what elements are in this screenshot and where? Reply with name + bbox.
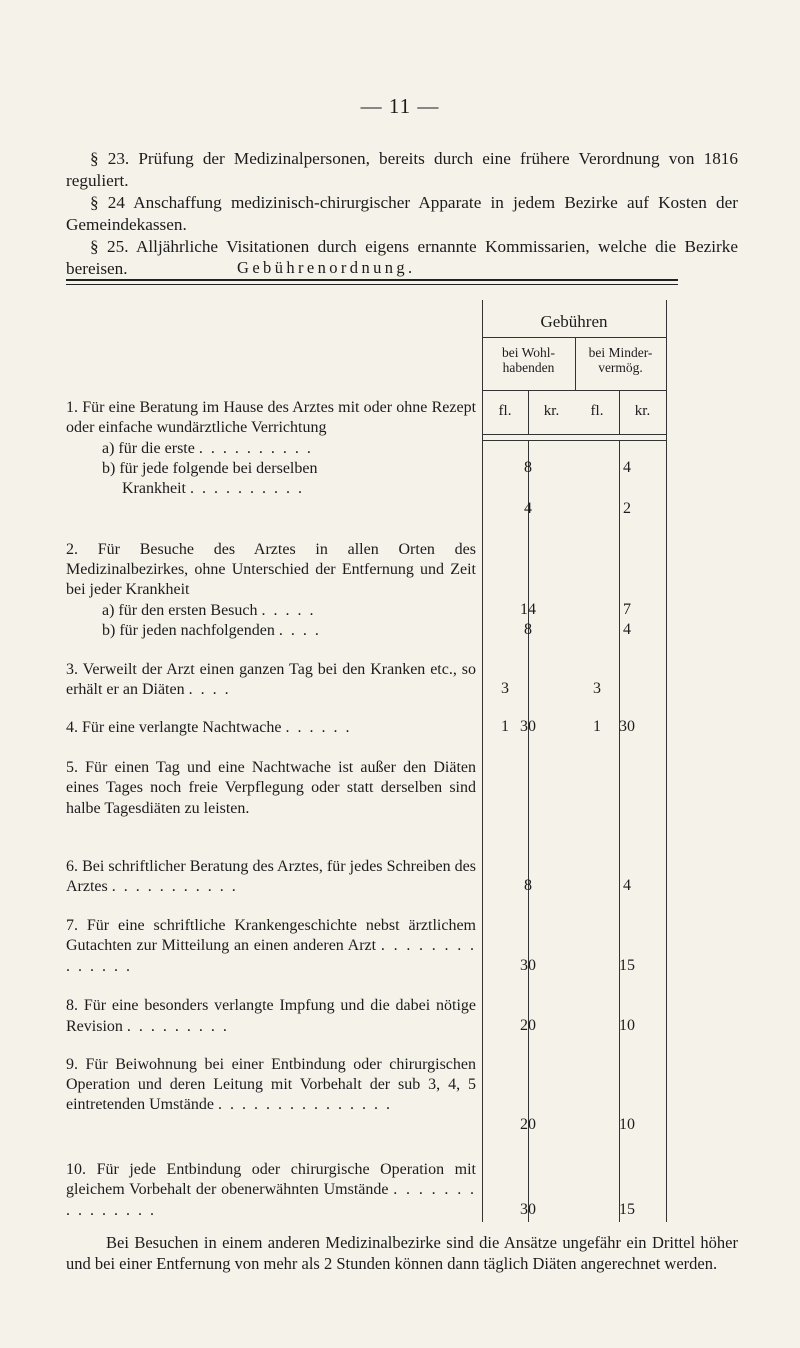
value-2b-kr2: 4 bbox=[623, 620, 631, 638]
header-wohlhabende: bei Wohl- habenden bbox=[501, 345, 556, 375]
leader-dots: . . . . bbox=[278, 621, 321, 639]
value-4-kr2: 30 bbox=[619, 718, 635, 736]
fee-item-9 bbox=[66, 1055, 476, 1116]
leader-dots: . . . . . . . . . . . . . . . bbox=[217, 1096, 392, 1114]
item-text: Für jede Entbindung oder chirurgische Operation mit gleichem Vorbehalt der obenerwähnten Umstände bbox=[66, 1161, 476, 1199]
paragraph-24: § 24 Anschaffung medizinisch-chirurgischer Apparate in jedem Bezirke auf Kosten der Gemeindekassen. bbox=[66, 193, 738, 234]
item-text: Verweilt der Arzt einen ganzen Tag bei den Kranken etc., so erhält er an Diäten bbox=[66, 660, 476, 699]
grid-row-group bbox=[482, 337, 666, 338]
value-6-kr2: 4 bbox=[623, 877, 631, 895]
leader-dots: . . . . . . . . . bbox=[126, 1017, 229, 1035]
item-text: Für Besuche des Arztes in allen Orten des Medizinalbezirkes, ohne Unterschied der Entfernung und Zeit bei jeder Krankheit bbox=[66, 540, 476, 599]
item-number: 10. bbox=[66, 1161, 86, 1178]
page-number: — 11 — bbox=[360, 94, 440, 118]
leader-dots: . . . . . . . . . . . bbox=[111, 878, 238, 896]
sub-label: b) für jeden nachfolgenden bbox=[102, 621, 275, 639]
leader-dots: . . . . . . . . . . . . . . bbox=[66, 937, 477, 975]
header-mindervermoegende: bei Minder- vermög. bbox=[588, 345, 653, 375]
value-7-kr1: 30 bbox=[520, 956, 536, 974]
value-1a-kr1: 8 bbox=[524, 459, 532, 477]
value-1b-kr1: 4 bbox=[524, 499, 532, 517]
closing-text: Bei Besuchen in einem anderen Medizinalbezirke sind die Ansätze ungefähr ein Drittel höher und bei einer Entfernung von mehr als 2 Stunden können dann täglich Diäten angerechnet werden. bbox=[66, 1233, 738, 1273]
value-9-kr1: 20 bbox=[520, 1115, 536, 1133]
grid-row-header-end2 bbox=[482, 440, 666, 441]
leader-dots: . . . . . . . . . . bbox=[189, 480, 304, 498]
leader-dots: . . . . bbox=[188, 681, 231, 699]
item-number: 9. bbox=[66, 1055, 78, 1073]
leader-dots: . . . . . . . . . . . . . . . bbox=[66, 1181, 477, 1219]
item-text: Für eine schriftliche Krankengeschichte nebst ärztlichem Gutachten zur Mitteilung an einen anderen Arzt bbox=[66, 917, 476, 955]
top-rule-thin bbox=[66, 284, 678, 285]
item-number: 4. bbox=[66, 719, 78, 737]
item-number: 6. bbox=[66, 857, 78, 875]
grid-row-units bbox=[482, 390, 666, 391]
value-7-kr2: 15 bbox=[619, 956, 635, 974]
value-3-fl1: 3 bbox=[501, 680, 509, 698]
header-gebuehren: Gebühren bbox=[540, 312, 608, 331]
sub-label: a) für die erste bbox=[102, 439, 195, 457]
grid-col-fl1 bbox=[528, 440, 529, 1222]
value-10-kr1: 30 bbox=[520, 1201, 536, 1218]
value-8-kr1: 20 bbox=[520, 1016, 536, 1034]
top-rule bbox=[66, 279, 678, 281]
value-6-kr1: 8 bbox=[524, 877, 532, 895]
section-title: Gebührenordnung. bbox=[237, 258, 416, 277]
paragraph-25: § 25. Alljährliche Visitationen durch eigens ernannte Kommissarien, welche die Bezirke bereisen. bbox=[66, 237, 738, 278]
fee-item-8 bbox=[66, 996, 476, 1037]
item-text: Für eine Beratung im Hause des Arztes mit oder ohne Rezept oder einfache wundärztliche Verrichtung bbox=[66, 399, 477, 437]
item-number: 8. bbox=[66, 997, 78, 1015]
item-text: Für Beiwohnung bei einer Entbindung oder chirurgischen Operation und deren Leitung mit Vorbehalt der sub 3, 4, 5 eintretenden Umstände bbox=[66, 1055, 477, 1114]
leader-dots: . . . . . . bbox=[285, 719, 352, 737]
item-text: Für eine verlangte Nachtwache bbox=[82, 719, 282, 737]
item-text: Für einen Tag und eine Nachtwache ist außer den Diäten eines Tages noch freie Verpflegung oder statt derselben sind halbe Tagesdiäten zu leisten. bbox=[66, 758, 477, 817]
item-text: Für eine besonders verlangte Impfung und die dabei nötige Revision bbox=[66, 997, 477, 1035]
value-9-kr2: 10 bbox=[619, 1115, 635, 1133]
fee-item-3 bbox=[66, 660, 476, 701]
fee-item-4 bbox=[66, 718, 476, 738]
value-10-kr2: 15 bbox=[619, 1201, 635, 1218]
header-unit-fl-2: fl. bbox=[590, 403, 604, 419]
item-number: 3. bbox=[66, 660, 78, 678]
header-unit-kr-1: kr. bbox=[543, 403, 560, 419]
header-unit-kr-2: kr. bbox=[634, 403, 651, 419]
value-2b-kr1: 8 bbox=[524, 620, 532, 638]
fee-item-1 bbox=[66, 398, 476, 500]
item-number: 2. bbox=[66, 540, 78, 558]
value-2a-kr2: 7 bbox=[623, 600, 631, 618]
fee-item-6 bbox=[66, 857, 476, 898]
leader-dots: . . . . . . . . . . bbox=[198, 439, 313, 457]
value-4-fl1: 1 bbox=[501, 718, 509, 736]
value-4-fl2: 1 bbox=[593, 718, 601, 736]
header-unit-fl-1: fl. bbox=[498, 403, 512, 419]
item-number: 5. bbox=[66, 758, 78, 776]
grid-row-header-end bbox=[482, 434, 666, 435]
value-8-kr2: 10 bbox=[619, 1016, 635, 1034]
value-3-fl2: 3 bbox=[593, 680, 601, 698]
fee-item-7 bbox=[66, 916, 476, 977]
paragraph-23: § 23. Prüfung der Medizinalpersonen, bereits durch eine frühere Verordnung von 1816 reguliert. bbox=[66, 149, 738, 190]
sub-label-cont: Krankheit bbox=[122, 480, 186, 498]
value-1b-kr2: 2 bbox=[623, 499, 631, 517]
item-number: 1. bbox=[66, 399, 78, 416]
fee-item-10 bbox=[66, 1160, 476, 1221]
value-2a-kr1: 14 bbox=[520, 600, 536, 618]
value-1a-kr2: 4 bbox=[623, 459, 631, 477]
sub-label: b) für jede folgende bei derselben bbox=[102, 460, 318, 478]
item-number: 7. bbox=[66, 917, 78, 934]
value-4-kr1: 30 bbox=[520, 718, 536, 736]
grid-col-fl2 bbox=[619, 440, 620, 1222]
leader-dots: . . . . . bbox=[261, 601, 316, 619]
closing-paragraph bbox=[66, 1232, 738, 1274]
item-text: Bei schriftlicher Beratung des Arztes, für jedes Schreiben des Arztes bbox=[66, 857, 477, 896]
grid-col-left bbox=[482, 300, 483, 1222]
fee-item-2 bbox=[66, 540, 476, 642]
fee-item-5 bbox=[66, 758, 476, 819]
sub-label: a) für den ersten Besuch bbox=[102, 601, 258, 619]
grid-col-right bbox=[666, 300, 667, 1222]
